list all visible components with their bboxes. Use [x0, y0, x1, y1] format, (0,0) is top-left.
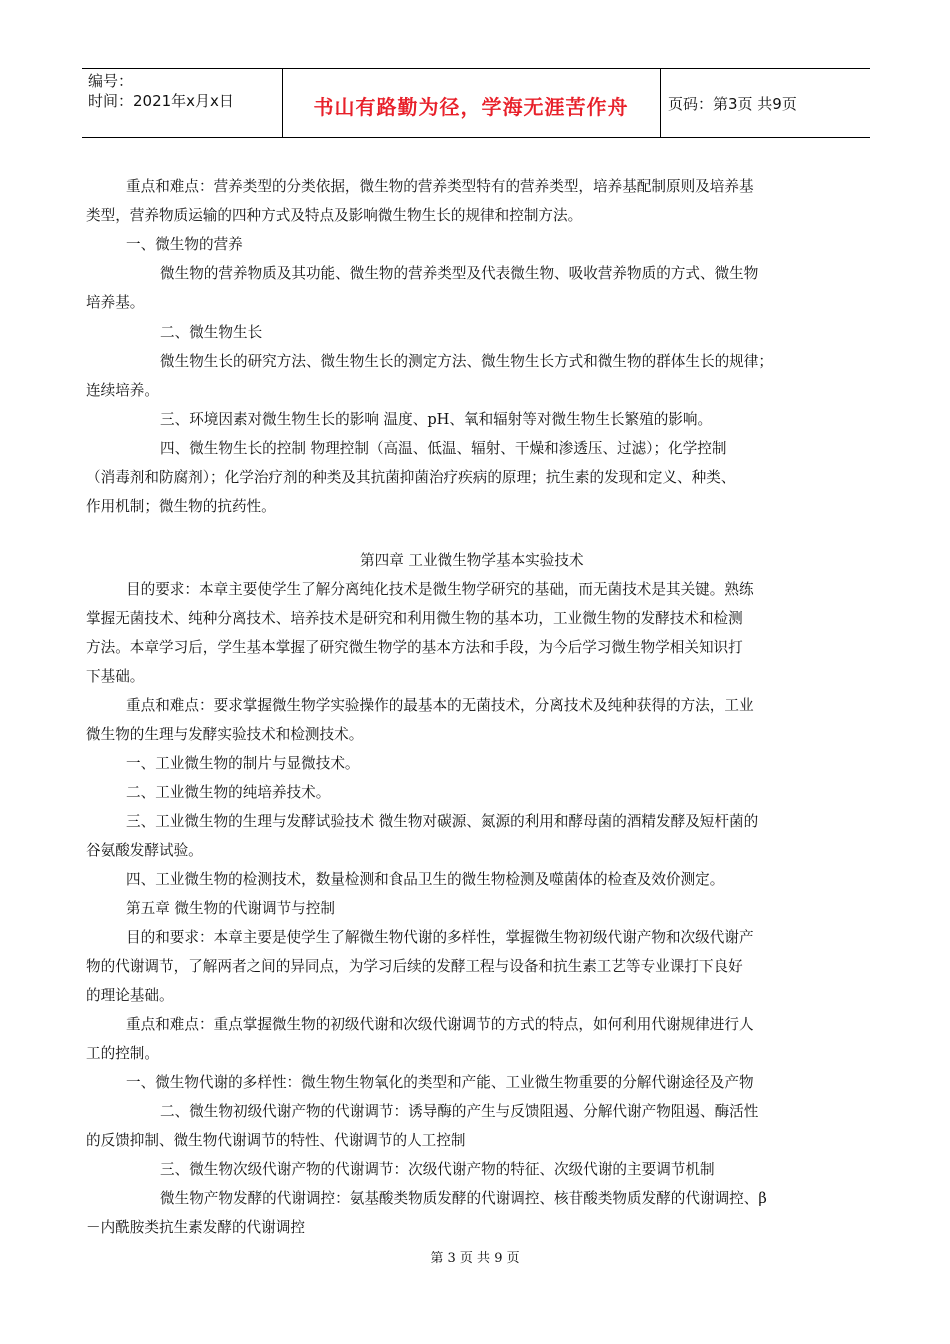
text-line: 培养基。	[86, 294, 145, 311]
header-page-cell	[660, 69, 870, 137]
text-line: 四、微生物生长的控制 物理控制（高温、低温、辐射、干燥和渗透压、过滤）；化学控制	[160, 440, 727, 457]
text-line: 的理论基础。	[86, 987, 174, 1004]
text-line: 一、工业微生物的制片与显微技术。	[126, 755, 360, 772]
section-heading: 二、微生物生长	[160, 324, 263, 341]
page-header	[82, 68, 870, 138]
section-heading: 一、微生物的营养	[126, 236, 243, 253]
page-info: 页码：第3页 共9页	[668, 95, 797, 113]
text-line: 作用机制；微生物的抗药性。	[86, 498, 276, 515]
text-line: 四、工业微生物的检测技术，数量检测和食品卫生的微生物检测及噬菌体的检查及效价测定。	[126, 871, 725, 888]
text-line: 微生物产物发酵的代谢调控：氨基酸类物质发酵的代谢调控、核苷酸类物质发酵的代谢调控、β	[160, 1190, 767, 1207]
text-line: 微生物的营养物质及其功能、微生物的营养类型及代表微生物、吸收营养物质的方式、微生物	[160, 265, 759, 282]
chapter-title: 第四章 工业微生物学基本实验技术	[360, 552, 584, 569]
text-line: 方法。本章学习后，学生基本掌握了研究微生物学的基本方法和手段，为今后学习微生物学相关知识打	[86, 639, 743, 656]
text-line: 物的代谢调节，了解两者之间的异同点，为学习后续的发酵工程与设备和抗生素工艺等专业课打下良好	[86, 958, 743, 975]
text-line: 目的和要求：本章主要是使学生了解微生物代谢的多样性，掌握微生物初级代谢产物和次级代谢产	[126, 929, 754, 946]
motto: 书山有路勤为径，学海无涯苦作舟	[313, 95, 629, 119]
text-line: 类型，营养物质运输的四种方式及特点及影响微生物生长的规律和控制方法。	[86, 207, 583, 224]
text-line: 三、环境因素对微生物生长的影响 温度、pH、氧和辐射等对微生物生长繁殖的影响。	[160, 411, 713, 428]
text-line: －内酰胺类抗生素发酵的代谢调控	[86, 1219, 305, 1236]
text-line: 重点和难点：要求掌握微生物学实验操作的最基本的无菌技术，分离技术及纯种获得的方法，工业	[126, 697, 754, 714]
text-line: 目的要求：本章主要使学生了解分离纯化技术是微生物学研究的基础，而无菌技术是其关键。熟练	[126, 581, 754, 598]
text-line: （消毒剂和防腐剂）；化学治疗剂的种类及其抗菌抑菌治疗疾病的原理；抗生素的发现和定义、种类、	[86, 469, 736, 486]
text-line: 重点和难点：营养类型的分类依据，微生物的营养类型特有的营养类型，培养基配制原则及培养基	[126, 178, 754, 195]
text-line: 微生物生长的研究方法、微生物生长的测定方法、微生物生长方式和微生物的群体生长的规律；	[160, 353, 773, 370]
text-line: 二、微生物初级代谢产物的代谢调节：诱导酶的产生与反馈阻遏、分解代谢产物阻遏、酶活性	[160, 1103, 759, 1120]
text-line: 重点和难点：重点掌握微生物的初级代谢和次级代谢调节的方式的特点，如何利用代谢规律进行人	[126, 1016, 754, 1033]
chapter-title: 第五章 微生物的代谢调节与控制	[126, 900, 335, 917]
text-line: 谷氨酸发酵试验。	[86, 842, 203, 859]
page-footer: 第 3 页 共 9 页	[430, 1251, 520, 1266]
header-motto-cell	[282, 69, 661, 137]
text-line: 三、微生物次级代谢产物的代谢调节：次级代谢产物的特征、次级代谢的主要调节机制	[160, 1161, 715, 1178]
text-line: 连续培养。	[86, 382, 159, 399]
text-line: 下基础。	[86, 668, 145, 685]
text-line: 掌握无菌技术、纯种分离技术、培养技术是研究和利用微生物的基本功，工业微生物的发酵技术和检测	[86, 610, 743, 627]
text-line: 一、微生物代谢的多样性：微生物生物氧化的类型和产能、工业微生物重要的分解代谢途径及产物	[126, 1074, 754, 1091]
text-line: 工的控制。	[86, 1045, 159, 1062]
header-meta-cell	[82, 69, 283, 137]
text-line: 的反馈抑制、微生物代谢调节的特性、代谢调节的人工控制	[86, 1132, 466, 1149]
text-line: 三、工业微生物的生理与发酵试验技术 微生物对碳源、氮源的利用和酵母菌的酒精发酵及短杆菌的	[126, 813, 759, 830]
text-line: 微生物的生理与发酵实验技术和检测技术。	[86, 726, 364, 743]
date-line: 时间：2021年x月x日	[88, 92, 234, 110]
text-line: 二、工业微生物的纯培养技术。	[126, 784, 331, 801]
number-label: 编号：	[88, 72, 134, 90]
